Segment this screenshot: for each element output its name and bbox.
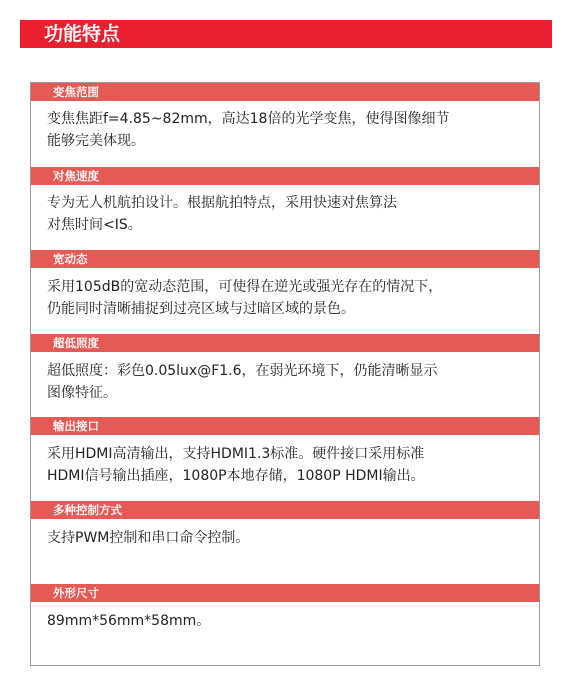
section-header-control-modes — [31, 501, 539, 519]
body-line: 89mm*56mm*58mm。 — [47, 613, 211, 629]
body-line: 对焦时间<IS。 — [47, 217, 142, 233]
section-title: 宽动态 — [53, 252, 88, 266]
section-header-wide-dynamic — [31, 250, 539, 268]
section-body-output-interface — [47, 443, 527, 487]
body-line: 支持PWM控制和串口命令控制。 — [47, 530, 250, 546]
section-title: 超低照度 — [53, 336, 99, 350]
section-body-focus-speed — [47, 192, 527, 236]
section-body-low-illumination — [47, 360, 527, 404]
section-body-wide-dynamic — [47, 276, 527, 320]
section-header-zoom-range — [31, 83, 539, 101]
section-header-output-interface — [31, 417, 539, 435]
section-title: 对焦速度 — [53, 169, 99, 183]
body-line: 能够完美体现。 — [47, 133, 145, 149]
body-line: 图像特征。 — [47, 385, 117, 401]
section-body-zoom-range — [47, 108, 527, 152]
body-line: 采用105dB的宽动态范围，可使得在逆光或强光存在的情况下， — [47, 279, 443, 295]
title-bar — [20, 20, 552, 48]
body-line: 变焦焦距f=4.85~82mm，高达18倍的光学变焦，使得图像细节 — [47, 111, 450, 127]
body-line: 仍能同时清晰捕捉到过亮区域与过暗区域的景色。 — [47, 301, 355, 317]
body-line: 超低照度：彩色0.05lux@F1.6，在弱光环境下，仍能清晰显示 — [47, 363, 438, 379]
page-title: 功能特点 — [44, 23, 121, 45]
section-header-dimensions — [31, 584, 539, 602]
section-header-low-illumination — [31, 334, 539, 352]
section-title: 多种控制方式 — [53, 503, 122, 517]
section-title: 输出接口 — [53, 419, 99, 433]
body-line: HDMI信号输出插座，1080P本地存储，1080P HDMI输出。 — [47, 468, 425, 484]
section-title: 外形尺寸 — [53, 586, 99, 600]
features-panel — [30, 82, 540, 666]
section-body-dimensions — [47, 610, 527, 632]
body-line: 专为无人机航拍设计。根据航拍特点，采用快速对焦算法 — [47, 195, 397, 211]
section-header-focus-speed — [31, 167, 539, 185]
section-title: 变焦范围 — [53, 85, 99, 99]
section-body-control-modes — [47, 527, 527, 549]
body-line: 采用HDMI高清输出，支持HDMI1.3标准。硬件接口采用标准 — [47, 446, 425, 462]
